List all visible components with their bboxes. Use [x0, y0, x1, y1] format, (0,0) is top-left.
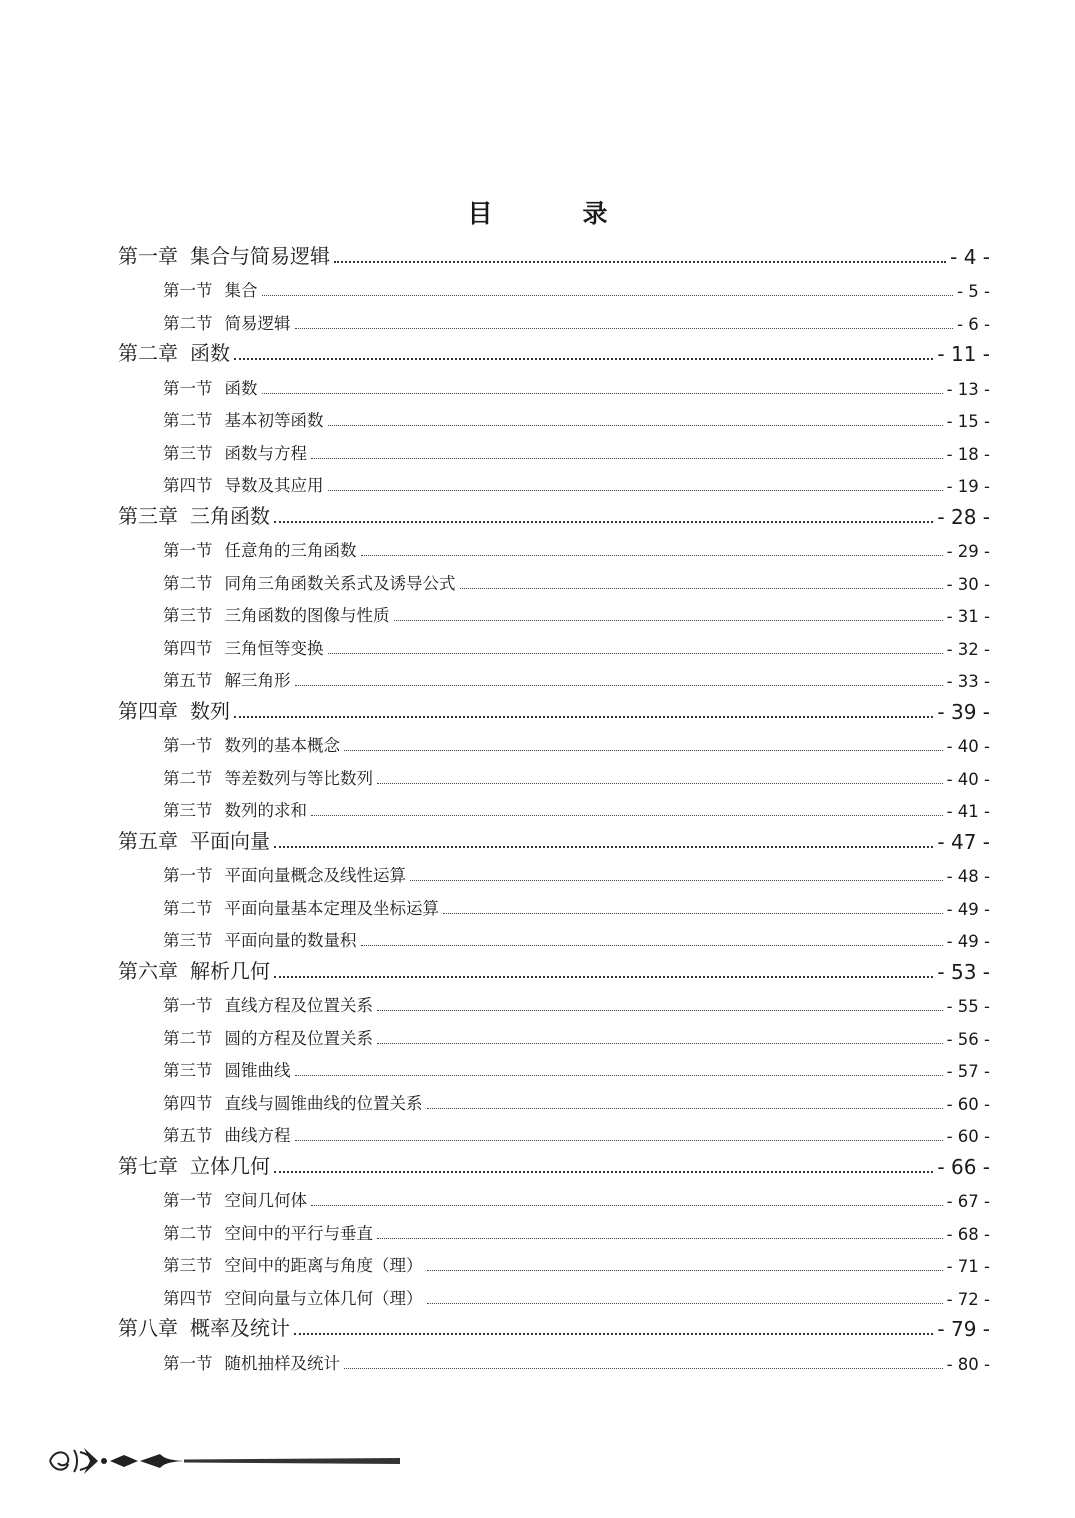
dot-leader	[361, 555, 943, 556]
toc-entry-label	[163, 1090, 423, 1114]
toc-section-row[interactable]	[118, 464, 990, 497]
toc-entry-title: 立体几何	[190, 1153, 270, 1178]
toc-entry-label	[118, 1312, 290, 1341]
toc-entry-number: 第八章	[118, 1316, 178, 1340]
toc-entry-label	[163, 635, 324, 659]
toc-chapter-row[interactable]	[118, 236, 990, 269]
dot-leader	[344, 750, 943, 751]
toc-section-row[interactable]	[118, 886, 990, 919]
toc-entry-title: 三角恒等变换	[224, 638, 324, 658]
toc-entry-title: 解析几何	[190, 958, 270, 983]
dot-leader	[295, 685, 943, 686]
toc-entry-number: 第四节	[163, 638, 213, 658]
toc-page-number: - 67 -	[946, 1192, 990, 1211]
toc-page-number: - 60 -	[946, 1127, 990, 1146]
toc-entry-number: 第五章	[118, 828, 178, 853]
toc-entry-label	[163, 732, 340, 756]
toc-section-row[interactable]	[118, 1211, 990, 1244]
toc-entry-title: 同角三角函数关系式及诱导公式	[224, 573, 456, 593]
toc-entry-number: 第四节	[163, 1093, 213, 1113]
toc-entry-label	[118, 955, 270, 984]
toc-page-number: - 79 -	[937, 1317, 990, 1341]
toc-entry-label	[118, 825, 270, 854]
toc-entry-number: 第四节	[163, 476, 213, 495]
dot-leader	[234, 358, 933, 360]
toc-entry-label	[118, 695, 230, 724]
dot-leader	[234, 716, 933, 718]
toc-entry-title: 空间几何体	[224, 1191, 307, 1210]
toc-entry-label	[163, 862, 406, 886]
toc-page-number: - 41 -	[946, 802, 990, 821]
toc-page-number: - 28 -	[937, 504, 990, 529]
toc-page-number: - 72 -	[946, 1289, 990, 1309]
toc-entry-title: 解三角形	[224, 671, 291, 690]
toc-entry-number: 第二节	[163, 573, 213, 593]
dot-leader	[274, 521, 933, 523]
toc-section-row[interactable]	[118, 984, 990, 1017]
toc-entry-number: 第二节	[163, 313, 213, 333]
dot-leader	[295, 1075, 943, 1076]
toc-section-row[interactable]	[118, 854, 990, 887]
toc-entry-title: 导数及其应用	[224, 476, 324, 495]
toc-entry-title: 圆锥曲线	[224, 1061, 291, 1080]
dot-leader	[295, 1140, 943, 1141]
dot-leader	[377, 1238, 943, 1239]
toc-page-number: - 15 -	[946, 412, 990, 431]
toc-section-row[interactable]	[118, 1244, 990, 1277]
toc-entry-number: 第一章	[118, 243, 178, 268]
page-title-right: 录	[582, 199, 608, 228]
dot-leader	[262, 393, 943, 394]
dot-leader	[295, 328, 954, 329]
toc-entry-number: 第四节	[163, 1288, 213, 1308]
toc-entry-label	[163, 407, 324, 431]
toc-chapter-row[interactable]	[118, 821, 990, 854]
toc-entry-number: 第一节	[163, 866, 213, 885]
toc-page-number: - 32 -	[946, 639, 990, 659]
toc-entry-label	[163, 1252, 423, 1276]
toc-entry-number: 第一节	[163, 281, 213, 300]
toc-entry-label	[118, 1150, 270, 1179]
toc-entry-title: 平面向量	[190, 828, 270, 853]
toc-entry-number: 第一节	[163, 996, 213, 1015]
toc-entry-title: 空间向量与立体几何（理）	[224, 1288, 423, 1308]
toc-page-number: - 71 -	[946, 1257, 990, 1276]
dot-leader	[328, 653, 943, 654]
toc-section-row[interactable]	[118, 366, 990, 399]
toc-page-number: - 18 -	[946, 444, 990, 464]
toc-entry-title: 平面向量概念及线性运算	[224, 866, 406, 885]
toc-section-row[interactable]	[118, 1081, 990, 1114]
toc-entry-label	[163, 927, 357, 951]
toc-page-number: - 53 -	[937, 959, 990, 984]
toc-entry-number: 第一节	[163, 736, 213, 755]
toc-entry-number: 第二节	[163, 768, 213, 788]
toc-entry-number: 第七章	[118, 1153, 178, 1178]
toc-entry-title: 数列的基本概念	[224, 736, 340, 755]
toc-section-row[interactable]	[118, 626, 990, 659]
dot-leader	[311, 815, 943, 816]
toc-entry-title: 圆的方程及位置关系	[224, 1028, 373, 1048]
toc-chapter-row[interactable]	[118, 496, 990, 529]
toc-section-row[interactable]	[118, 301, 990, 334]
toc-entry-title: 平面向量的数量积	[224, 931, 357, 950]
toc-entry-label	[163, 1285, 423, 1309]
toc-entry-number: 第三节	[163, 606, 213, 625]
toc-entry-label	[163, 1220, 373, 1244]
dot-leader	[427, 1303, 943, 1304]
toc-entry-number: 第四章	[118, 698, 178, 723]
page-title-left: 目	[467, 199, 493, 228]
decorative-scroll-divider-icon	[44, 1440, 414, 1480]
dot-leader	[262, 295, 954, 296]
toc-entry-number: 第三节	[163, 931, 213, 950]
toc-chapter-row[interactable]	[118, 334, 990, 367]
dot-leader	[344, 1368, 943, 1369]
toc-entry-title: 三角函数的图像与性质	[224, 606, 390, 625]
toc-page-number: - 66 -	[937, 1154, 990, 1179]
toc-section-row[interactable]	[118, 659, 990, 692]
toc-entry-title: 简易逻辑	[224, 313, 291, 333]
toc-entry-number: 第六章	[118, 958, 178, 983]
toc-section-row[interactable]	[118, 1049, 990, 1082]
toc-chapter-row[interactable]	[118, 1309, 990, 1342]
toc-entry-title: 函数与方程	[224, 443, 307, 463]
dot-leader	[394, 620, 943, 621]
page-title	[0, 192, 1075, 232]
toc-entry-label	[163, 1187, 307, 1211]
toc-entry-title: 函数	[224, 378, 258, 398]
toc-page-number: - 4 -	[950, 244, 990, 269]
toc-entry-number: 第一节	[163, 378, 213, 398]
toc-entry-label	[163, 667, 291, 691]
toc-entry-title: 平面向量基本定理及坐标运算	[224, 898, 439, 918]
toc-entry-title: 集合	[224, 281, 258, 300]
toc-entry-title: 直线与圆锥曲线的位置关系	[224, 1093, 423, 1113]
dot-leader	[443, 913, 943, 914]
toc-entry-title: 曲线方程	[224, 1126, 291, 1145]
toc-section-row[interactable]	[118, 1341, 990, 1374]
toc-entry-label	[163, 1122, 291, 1146]
toc-entry-number: 第五节	[163, 1126, 213, 1145]
toc-entry-title: 集合与简易逻辑	[190, 243, 330, 268]
toc-entry-label	[163, 1350, 340, 1374]
toc-section-row[interactable]	[118, 529, 990, 562]
toc-entry-number: 第二节	[163, 1028, 213, 1048]
dot-leader	[377, 783, 943, 784]
toc-entry-title: 空间中的距离与角度（理）	[224, 1256, 423, 1275]
toc-section-row[interactable]	[118, 399, 990, 432]
toc-page-number: - 49 -	[946, 899, 990, 919]
toc-page-number: - 39 -	[937, 699, 990, 724]
toc-entry-number: 第三章	[118, 503, 178, 528]
toc-entry-label	[118, 337, 230, 366]
toc-entry-title: 随机抽样及统计	[224, 1353, 340, 1373]
dot-leader	[427, 1108, 943, 1109]
toc-entry-number: 第三节	[163, 1256, 213, 1275]
toc-page-number: - 40 -	[946, 769, 990, 789]
toc-entry-title: 等差数列与等比数列	[224, 768, 373, 788]
toc-page-number: - 29 -	[946, 542, 990, 561]
toc-section-row[interactable]	[118, 269, 990, 302]
toc-page-number: - 30 -	[946, 574, 990, 594]
toc-section-row[interactable]	[118, 919, 990, 952]
toc-entry-number: 第二节	[163, 1223, 213, 1243]
toc-entry-label	[163, 570, 456, 594]
dot-leader	[274, 1171, 933, 1173]
toc-entry-number: 第一节	[163, 1353, 213, 1373]
dot-leader	[460, 588, 943, 589]
toc-entry-number: 第三节	[163, 1061, 213, 1080]
toc-chapter-row[interactable]	[118, 1146, 990, 1179]
toc-chapter-row[interactable]	[118, 951, 990, 984]
toc-page-number: - 6 -	[957, 314, 990, 334]
dot-leader	[274, 976, 933, 978]
toc-section-row[interactable]	[118, 789, 990, 822]
toc-entry-number: 第一节	[163, 541, 213, 560]
dot-leader	[361, 945, 943, 946]
toc-entry-label	[163, 602, 390, 626]
toc-entry-title: 函数	[190, 341, 230, 365]
toc-entry-label	[163, 277, 258, 301]
toc-section-row[interactable]	[118, 1276, 990, 1309]
toc-entry-number: 第五节	[163, 671, 213, 690]
toc-page-number: - 56 -	[946, 1029, 990, 1049]
toc-page-number: - 80 -	[946, 1354, 990, 1374]
toc-entry-title: 数列的求和	[224, 801, 307, 820]
toc-entry-title: 空间中的平行与垂直	[224, 1223, 373, 1243]
dot-leader	[334, 261, 946, 263]
toc-section-row[interactable]	[118, 1179, 990, 1212]
toc-entry-title: 数列	[190, 698, 230, 723]
dot-leader	[294, 1333, 933, 1335]
toc-entry-label	[163, 472, 324, 496]
toc-entry-number: 第二节	[163, 898, 213, 918]
toc-entry-label	[163, 537, 357, 561]
toc-entry-number: 第二章	[118, 341, 178, 365]
dot-leader	[377, 1043, 943, 1044]
toc-section-row[interactable]	[118, 594, 990, 627]
dot-leader	[274, 846, 933, 848]
table-of-contents	[118, 236, 990, 1374]
toc-page-number: - 13 -	[946, 379, 990, 399]
toc-page-number: - 11 -	[937, 342, 990, 366]
toc-entry-number: 第一节	[163, 1191, 213, 1210]
toc-entry-label	[118, 240, 330, 269]
toc-page-number: - 33 -	[946, 672, 990, 691]
toc-page-number: - 47 -	[937, 829, 990, 854]
toc-section-row[interactable]	[118, 1016, 990, 1049]
toc-entry-label	[163, 895, 439, 919]
toc-entry-label	[163, 765, 373, 789]
toc-page-number: - 31 -	[946, 607, 990, 626]
toc-page-number: - 48 -	[946, 867, 990, 886]
toc-page-number: - 5 -	[957, 282, 990, 301]
dot-leader	[427, 1270, 943, 1271]
toc-entry-number: 第二节	[163, 411, 213, 430]
dot-leader	[328, 425, 943, 426]
toc-page-number: - 57 -	[946, 1062, 990, 1081]
dot-leader	[328, 490, 943, 491]
toc-page-number: - 60 -	[946, 1094, 990, 1114]
toc-section-row[interactable]	[118, 431, 990, 464]
toc-entry-label	[163, 992, 373, 1016]
dot-leader	[410, 880, 943, 881]
toc-page-number: - 40 -	[946, 737, 990, 756]
toc-entry-title: 任意角的三角函数	[224, 541, 357, 560]
toc-page-number: - 19 -	[946, 477, 990, 496]
toc-chapter-row[interactable]	[118, 691, 990, 724]
toc-entry-number: 第三节	[163, 443, 213, 463]
toc-entry-title: 基本初等函数	[224, 411, 324, 430]
toc-entry-label	[163, 310, 291, 334]
toc-entry-label	[163, 1057, 291, 1081]
toc-entry-title: 三角函数	[190, 503, 270, 528]
toc-entry-title: 概率及统计	[190, 1316, 290, 1340]
toc-entry-label	[163, 1025, 373, 1049]
toc-section-row[interactable]	[118, 756, 990, 789]
toc-page-number: - 55 -	[946, 997, 990, 1016]
toc-entry-label	[163, 375, 258, 399]
toc-entry-number: 第三节	[163, 801, 213, 820]
toc-section-row[interactable]	[118, 1114, 990, 1147]
toc-section-row[interactable]	[118, 561, 990, 594]
toc-entry-label	[118, 500, 270, 529]
dot-leader	[377, 1010, 943, 1011]
dot-leader	[311, 1205, 943, 1206]
toc-page-number: - 49 -	[946, 932, 990, 951]
dot-leader	[311, 458, 943, 459]
toc-entry-label	[163, 797, 307, 821]
toc-section-row[interactable]	[118, 724, 990, 757]
toc-entry-title: 直线方程及位置关系	[224, 996, 373, 1015]
toc-page-number: - 68 -	[946, 1224, 990, 1244]
toc-entry-label	[163, 440, 307, 464]
